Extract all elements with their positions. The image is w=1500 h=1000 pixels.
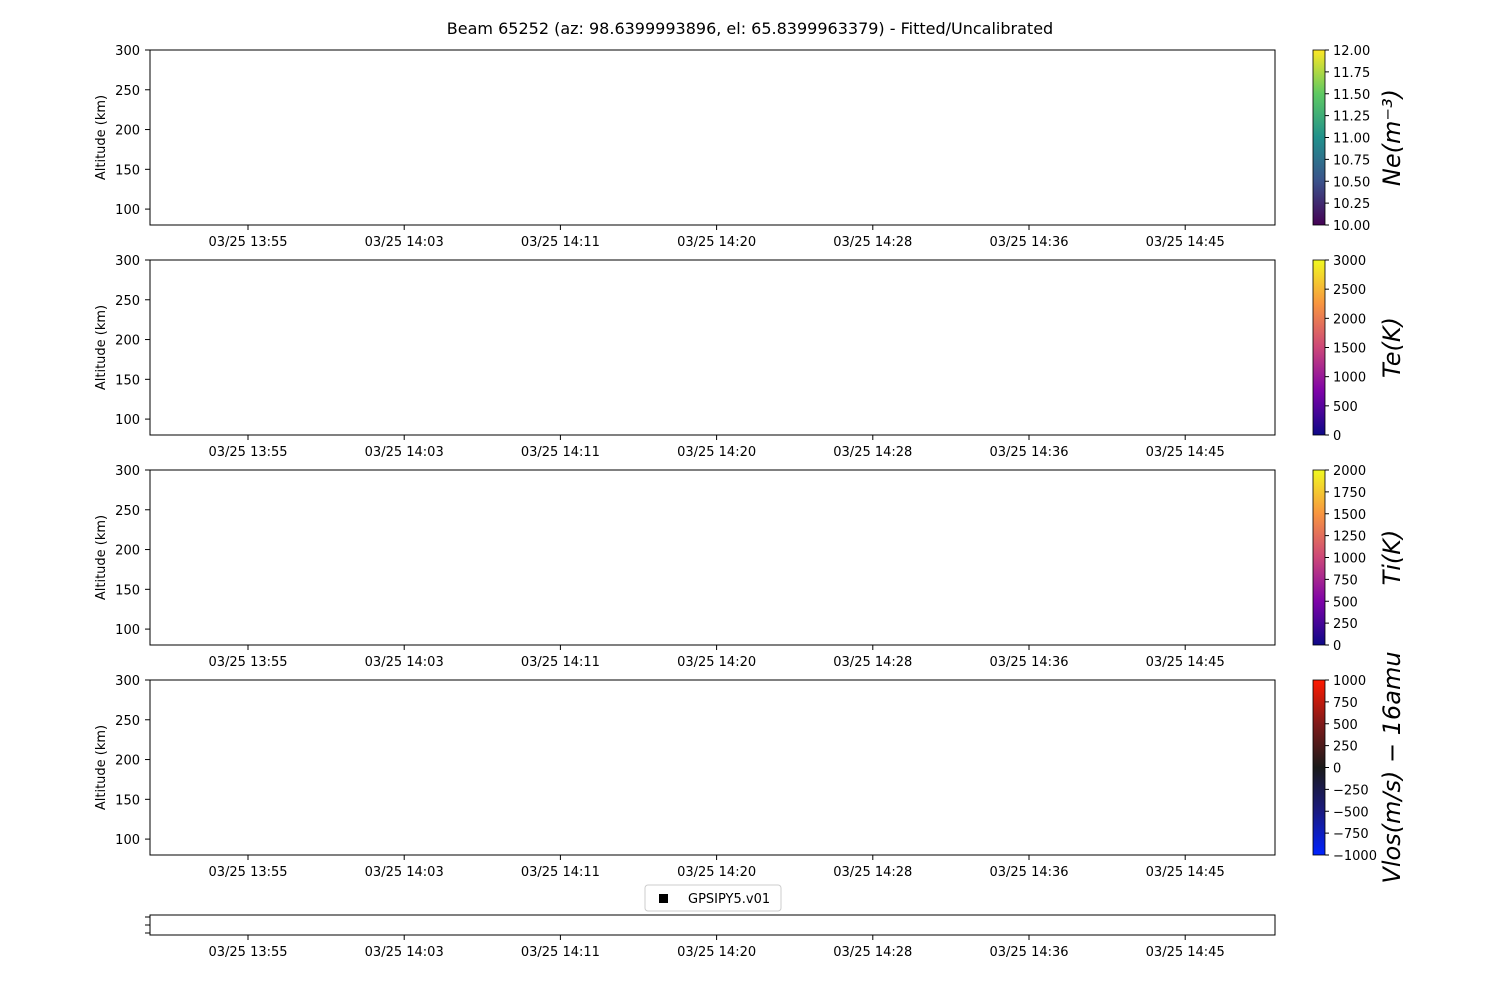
x-tick-label: 03/25 14:11 <box>520 945 600 960</box>
colorbar-tick-label: 500 <box>1333 595 1358 611</box>
colorbar-tick-label: −250 <box>1333 783 1369 799</box>
x-tick-label: 03/25 13:55 <box>208 865 288 880</box>
colorbar-tick-label: 0 <box>1333 429 1342 444</box>
panels <box>94 44 1406 960</box>
y-tick-label: 100 <box>115 833 140 849</box>
y-tick-label: 150 <box>115 793 140 809</box>
x-tick-label: 03/25 14:11 <box>520 655 600 670</box>
y-tick-label: 200 <box>115 753 140 769</box>
colorbar-tick-label: 2000 <box>1333 312 1367 328</box>
x-tick-label: 03/25 14:20 <box>677 655 757 670</box>
y-tick-label: 150 <box>115 583 140 599</box>
y-tick-label: 300 <box>115 44 140 59</box>
colorbar-label: Te(K) <box>1378 317 1406 378</box>
colorbar-label: Ne(m⁻³) <box>1378 88 1406 187</box>
colorbar-tick-label: 1000 <box>1333 370 1367 386</box>
y-tick-label: 100 <box>115 413 140 429</box>
colorbar-tick-label: 10.75 <box>1333 153 1371 169</box>
x-tick-label: 03/25 14:03 <box>364 865 444 880</box>
y-tick-label: 200 <box>115 123 140 139</box>
y-tick-label: 150 <box>115 163 140 179</box>
x-tick-label: 03/25 14:11 <box>520 445 600 460</box>
x-tick-label: 03/25 13:55 <box>208 235 288 250</box>
x-tick-label: 03/25 14:28 <box>833 235 913 250</box>
x-tick-label: 03/25 14:45 <box>1145 865 1225 880</box>
colorbar-tick-label: 11.00 <box>1333 131 1371 147</box>
chart-title: Beam 65252 (az: 98.6399993896, el: 65.8399963379) - Fitted/Uncalibrated <box>446 19 1054 38</box>
colorbar-tick-label: 500 <box>1333 399 1358 415</box>
y-tick-label: 200 <box>115 333 140 349</box>
colorbar-tick-label: 12.00 <box>1333 44 1371 59</box>
colorbar-tick-label: 1500 <box>1333 341 1367 357</box>
x-tick-label: 03/25 14:03 <box>364 445 444 460</box>
x-tick-label: 03/25 13:55 <box>208 945 288 960</box>
colorbar-tick-label: −500 <box>1333 805 1369 821</box>
colorbar-tick-label: −1000 <box>1333 849 1377 864</box>
plot-area <box>150 260 1275 435</box>
y-tick-label: 150 <box>115 373 140 389</box>
x-tick-label: 03/25 14:45 <box>1145 945 1225 960</box>
legend-marker <box>659 894 668 903</box>
x-tick-label: 03/25 14:03 <box>364 655 444 670</box>
colorbar <box>1313 470 1325 645</box>
colorbar <box>1313 260 1325 435</box>
y-axis-label: Altitude (km) <box>94 304 109 391</box>
colorbar-tick-label: 250 <box>1333 739 1358 755</box>
colorbar-tick-label: 1000 <box>1333 674 1367 689</box>
legend-label: GPSIPY5.v01 <box>688 892 771 907</box>
colorbar-tick-label: 250 <box>1333 617 1358 633</box>
x-tick-label: 03/25 14:45 <box>1145 235 1225 250</box>
x-tick-label: 03/25 14:20 <box>677 235 757 250</box>
x-tick-label: 03/25 14:36 <box>989 235 1069 250</box>
x-tick-label: 03/25 14:36 <box>989 865 1069 880</box>
colorbar-tick-label: 2500 <box>1333 283 1367 299</box>
x-tick-label: 03/25 14:36 <box>989 655 1069 670</box>
colorbar-tick-label: 3000 <box>1333 254 1367 269</box>
x-tick-label: 03/25 14:28 <box>833 655 913 670</box>
colorbar-tick-label: 750 <box>1333 695 1358 711</box>
x-tick-label: 03/25 14:45 <box>1145 445 1225 460</box>
colorbar-tick-label: 0 <box>1333 639 1342 654</box>
x-tick-label: 03/25 14:36 <box>989 445 1069 460</box>
x-tick-label: 03/25 14:11 <box>520 235 600 250</box>
x-tick-label: 03/25 14:20 <box>677 865 757 880</box>
y-axis-label: Altitude (km) <box>94 514 109 601</box>
y-tick-label: 250 <box>115 83 140 99</box>
colorbar-tick-label: 2000 <box>1333 464 1367 479</box>
y-axis-label: Altitude (km) <box>94 94 109 181</box>
colorbar-tick-label: 10.50 <box>1333 175 1371 191</box>
x-tick-label: 03/25 13:55 <box>208 655 288 670</box>
y-tick-label: 300 <box>115 254 140 269</box>
plot-area <box>150 680 1275 855</box>
x-tick-label: 03/25 14:45 <box>1145 655 1225 670</box>
x-tick-label: 03/25 14:36 <box>989 945 1069 960</box>
x-tick-label: 03/25 13:55 <box>208 445 288 460</box>
colorbar-tick-label: 11.50 <box>1333 87 1371 103</box>
colorbar-tick-label: 750 <box>1333 573 1358 589</box>
y-tick-label: 250 <box>115 293 140 309</box>
colorbar-tick-label: 0 <box>1333 761 1342 777</box>
y-tick-label: 250 <box>115 713 140 729</box>
y-tick-label: 100 <box>115 623 140 639</box>
colorbar <box>1313 680 1325 855</box>
colorbar-tick-label: 10.25 <box>1333 197 1371 213</box>
colorbar-tick-label: 11.75 <box>1333 65 1371 81</box>
y-tick-label: 300 <box>115 464 140 479</box>
colorbar-label: Ti(K) <box>1378 529 1406 586</box>
plot-area <box>150 50 1275 225</box>
colorbar-tick-label: 11.25 <box>1333 109 1371 125</box>
y-tick-label: 100 <box>115 203 140 219</box>
plot-area <box>150 915 1275 935</box>
colorbar-tick-label: 500 <box>1333 717 1358 733</box>
colorbar-tick-label: 1750 <box>1333 485 1367 501</box>
colorbar <box>1313 50 1325 225</box>
colorbar-tick-label: 1000 <box>1333 551 1367 567</box>
colorbar-label: Vlos(m/s) − 16amu <box>1378 651 1406 884</box>
plot-area <box>150 470 1275 645</box>
x-tick-label: 03/25 14:11 <box>520 865 600 880</box>
y-axis-label: Altitude (km) <box>94 724 109 811</box>
colorbar-tick-label: 1250 <box>1333 529 1367 545</box>
x-tick-label: 03/25 14:28 <box>833 945 913 960</box>
y-tick-label: 250 <box>115 503 140 519</box>
x-tick-label: 03/25 14:20 <box>677 445 757 460</box>
y-tick-label: 200 <box>115 543 140 559</box>
colorbar-tick-label: 1500 <box>1333 507 1367 523</box>
colorbar-tick-label: −750 <box>1333 827 1369 843</box>
colorbar-tick-label: 10.00 <box>1333 219 1371 234</box>
x-tick-label: 03/25 14:03 <box>364 235 444 250</box>
x-tick-label: 03/25 14:20 <box>677 945 757 960</box>
x-tick-label: 03/25 14:28 <box>833 865 913 880</box>
y-tick-label: 300 <box>115 674 140 689</box>
x-tick-label: 03/25 14:28 <box>833 445 913 460</box>
x-tick-label: 03/25 14:03 <box>364 945 444 960</box>
